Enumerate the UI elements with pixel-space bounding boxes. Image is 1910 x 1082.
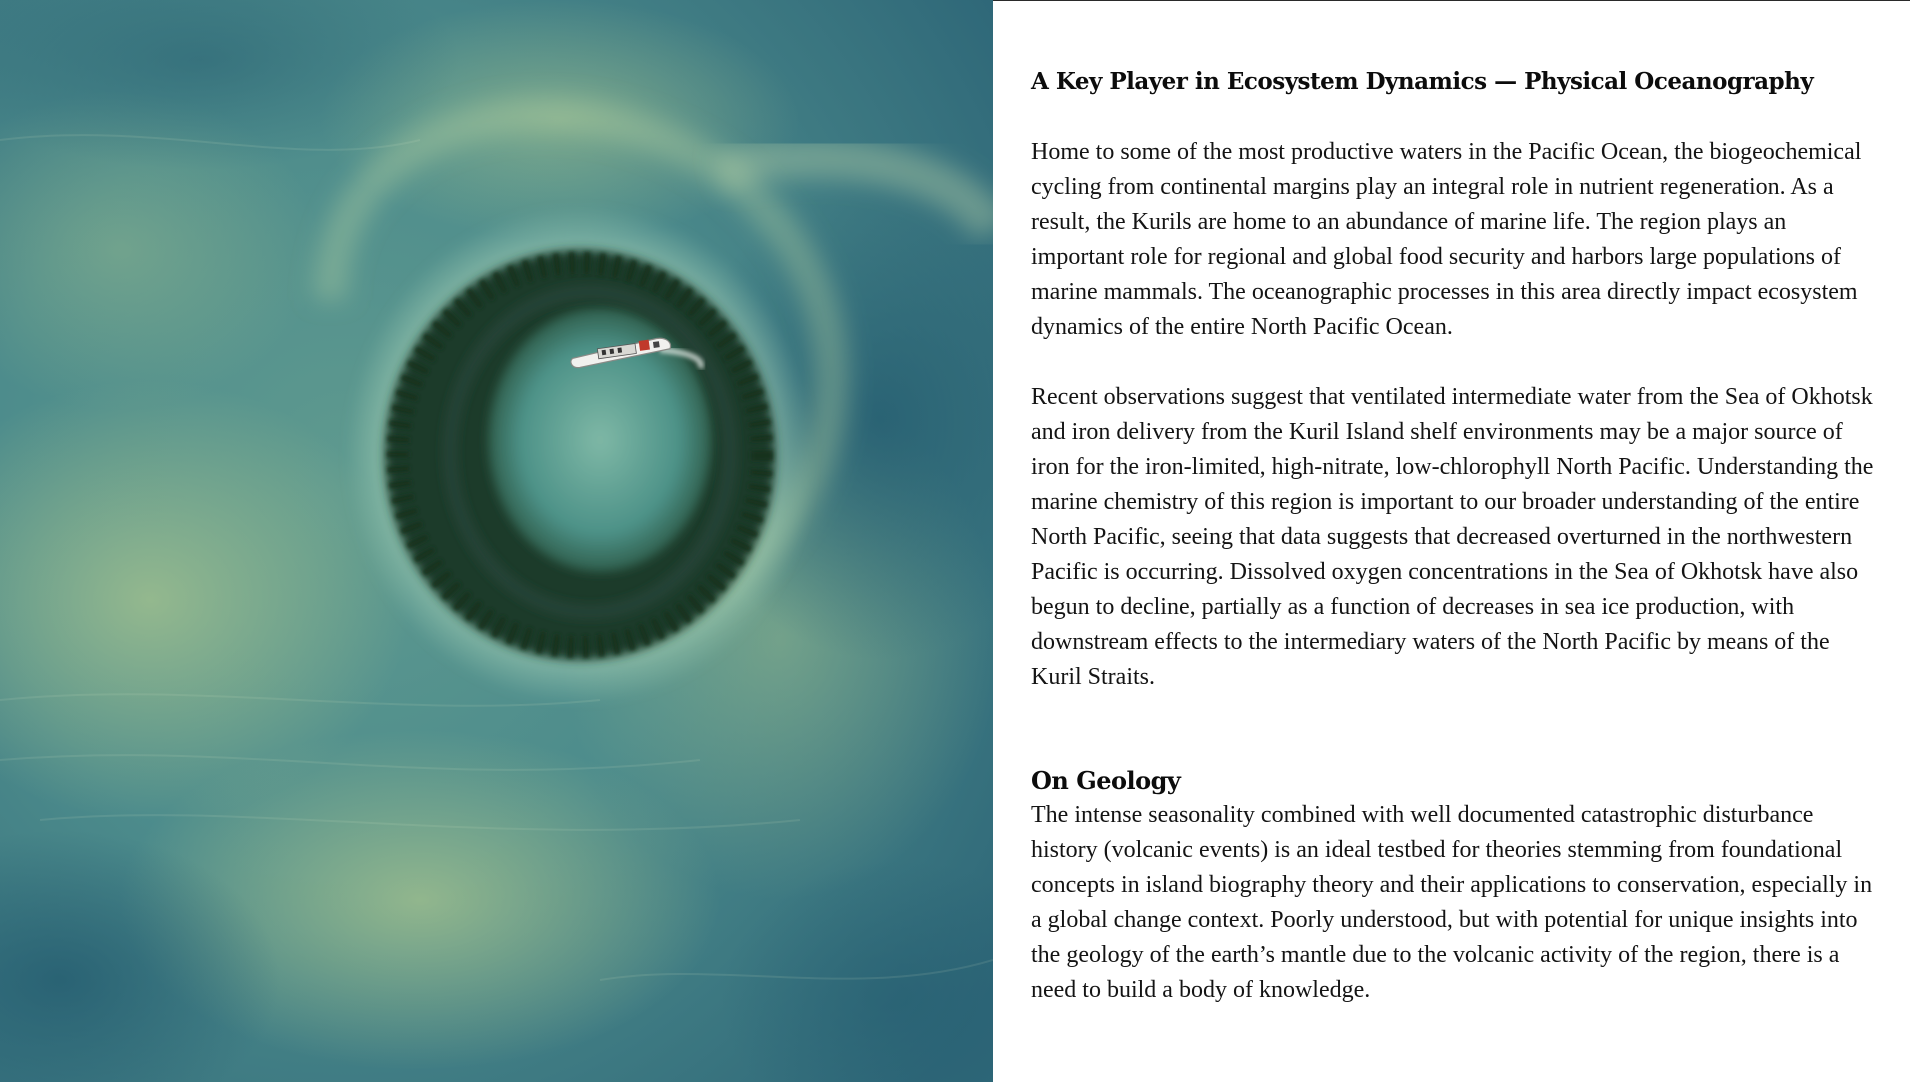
geology-heading: On Geology [1031, 765, 1181, 795]
paragraph-oceanography-1: Home to some of the most productive waters in the Pacific Ocean, the biogeochemical cycling from continental margins play an integral role in nutrient regeneration. As a result, the Kurils are home to an abundance of marine life. The region plays an important role for regional and global food security and harbors large populations of marine mammals. The oceanographic processes in this area directly impact ecosystem dynamics of the entire North Pacific Ocean. [1031, 138, 1862, 340]
paragraph-geology: The intense seasonality combined with well documented catastrophic disturbance history (volcanic events) is an ideal testbed for theories stemming from foundational concepts in island biography theory and their applications to conservation, especially in a global change context. Poorly understood, but with potential for unique insights into the geology of the earth’s mantle due to the volcanic activity of the region, there is a need to build a body of knowledge. [1031, 802, 1873, 1004]
article-column [993, 0, 1910, 1082]
article-heading: A Key Player in Ecosystem Dynamics — Physical Oceanography [1031, 68, 1814, 95]
paragraph-oceanography-2: Recent observations suggest that ventilated intermediate water from the Sea of Okhotsk and iron delivery from the Kuril Island shelf environments may be a major source of iron for the iron-limited, high-nitrate, low-chlorophyll North Pacific. Understanding the marine chemistry of this region is important to our broader understanding of the entire North Pacific, seeing that data suggests that decreased overturned in the northwestern Pacific is occurring. Dissolved oxygen concentrations in the Sea of Okhotsk have also begun to decline, partially as a function of decreases in sea ice production, with downstream effects to the intermediary waters of the North Pacific by means of the Kuril Straits. [1031, 383, 1874, 690]
